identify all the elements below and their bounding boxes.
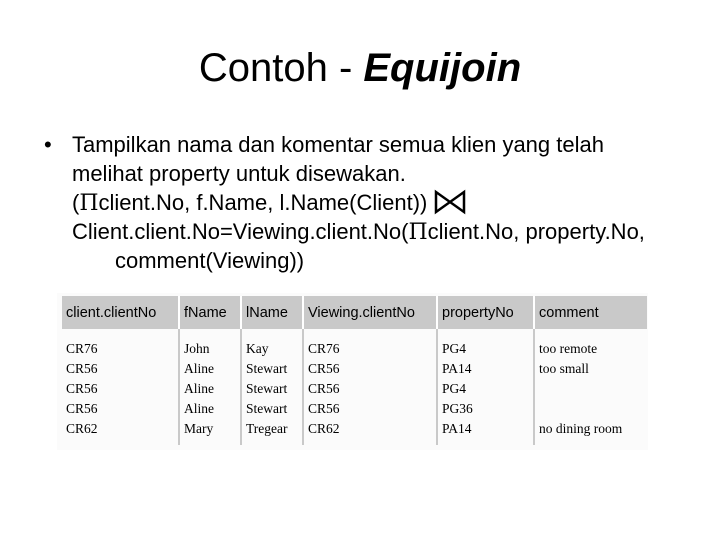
- cell: Stewart: [241, 379, 303, 399]
- cell: PA14: [437, 359, 534, 379]
- cell: [534, 379, 647, 399]
- cell: Stewart: [241, 399, 303, 419]
- cell: PG4: [437, 379, 534, 399]
- cell: CR56: [303, 399, 437, 419]
- cell: [534, 399, 647, 419]
- bullet-dot: •: [44, 132, 52, 157]
- table-row: [62, 329, 647, 359]
- projection-viewing-text: client.No, property.No,: [427, 219, 645, 244]
- bullet-text: [72, 130, 692, 275]
- cell: Aline: [179, 399, 241, 419]
- cell: PA14: [437, 419, 534, 445]
- bullet-line-1: Tampilkan nama dan komentar semua klien yang telah: [72, 132, 604, 157]
- col-header-propertyno: propertyNo: [437, 296, 534, 329]
- cell: Aline: [179, 379, 241, 399]
- cell: CR76: [62, 329, 179, 359]
- table-row: [62, 359, 647, 379]
- cell: Stewart: [241, 359, 303, 379]
- table-row: [62, 419, 647, 445]
- cell: CR56: [303, 379, 437, 399]
- cell: PG36: [437, 399, 534, 419]
- cell: CR56: [62, 399, 179, 419]
- cell: PG4: [437, 329, 534, 359]
- join-condition-text: Client.client.No=Viewing.client.No(: [72, 219, 409, 244]
- bullet-line-4: [72, 217, 692, 246]
- title-prefix: Contoh -: [198, 46, 364, 90]
- col-header-comment: comment: [534, 296, 647, 329]
- cell: CR76: [303, 329, 437, 359]
- result-table: [62, 296, 647, 445]
- cell: CR56: [62, 379, 179, 399]
- slide-title: [0, 44, 720, 92]
- cell: CR56: [303, 359, 437, 379]
- cell: CR62: [303, 419, 437, 445]
- col-header-viewing-clientno: Viewing.clientNo: [303, 296, 437, 329]
- cell: too remote: [539, 341, 598, 356]
- bullet-line-2: melihat property untuk disewakan.: [72, 161, 406, 186]
- col-header-client-clientno: client.clientNo: [62, 296, 179, 329]
- join-icon: [433, 189, 467, 215]
- table-header-row: [62, 296, 647, 329]
- projection-symbol: Π: [79, 191, 99, 216]
- cell: CR62: [62, 419, 179, 445]
- cell: too small: [539, 361, 589, 376]
- cell: Aline: [179, 359, 241, 379]
- projection-symbol-2: Π: [408, 220, 428, 245]
- table-row: [62, 399, 647, 419]
- table-row: [62, 379, 647, 399]
- cell: Tregear: [241, 419, 303, 445]
- cell: no dining room: [539, 421, 623, 436]
- projection-client-text: client.No, f.Name, l.Name(Client)): [98, 190, 428, 215]
- cell: CR56: [62, 359, 179, 379]
- bullet-line-3: [72, 188, 692, 217]
- title-emphasis: Equijoin: [363, 46, 522, 90]
- cell: John: [179, 329, 241, 359]
- open-paren: (: [72, 190, 80, 215]
- col-header-fname: fName: [179, 296, 241, 329]
- col-header-lname: lName: [241, 296, 303, 329]
- bullet-line-5: comment(Viewing)): [115, 248, 305, 273]
- cell: Mary: [179, 419, 241, 445]
- cell: Kay: [241, 329, 303, 359]
